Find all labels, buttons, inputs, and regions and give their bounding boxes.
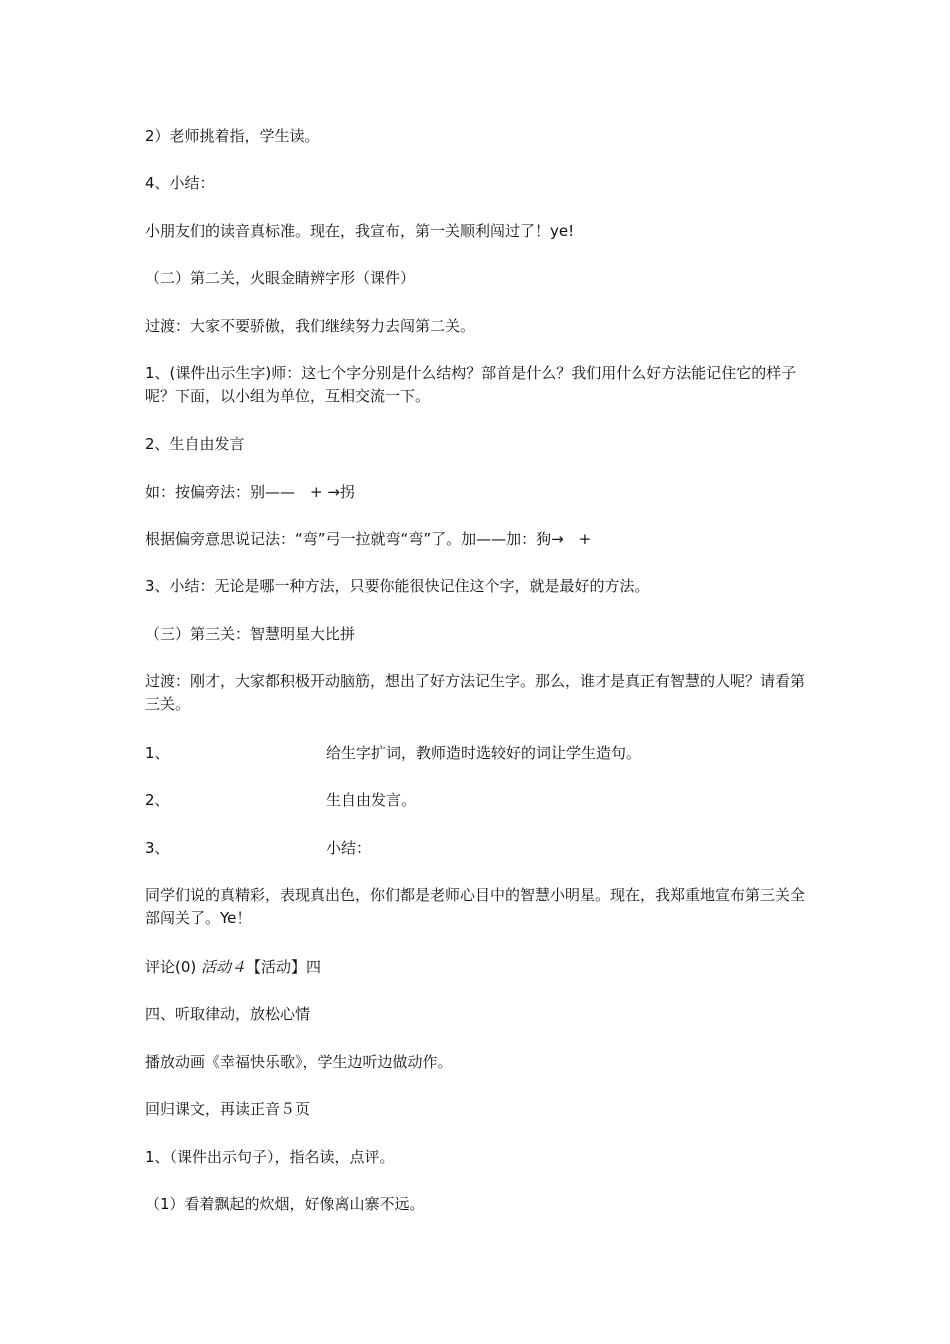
paragraph: 2、生自由发言 — [145, 435, 245, 453]
paragraph: 1、（课件出示句子），指名读，点评。 — [145, 1148, 395, 1166]
paragraph: （1）看着飘起的炊烟，好像离山寨不远。 — [145, 1195, 425, 1213]
paragraph: 4、小结： — [145, 174, 215, 192]
item-number: 1、 — [145, 744, 170, 762]
numbered-item — [145, 742, 815, 765]
paragraph: 1、(课件出示生字)师：这七个字分别是什么结构？部首是什么？我们用什么好方法能记住它的样子呢？下面，以小组为单位，互相交流一下。 — [145, 364, 797, 405]
paragraph: 过渡：大家不要骄傲，我们继续努力去闯第二关。 — [145, 317, 476, 335]
paragraph: 同学们说的真精彩，表现真出色，你们都是老师心目中的智慧小明星。现在，我郑重地宣布第三关全部闯关了。Ye！ — [145, 886, 806, 927]
numbered-item — [145, 837, 815, 860]
item-text: 小结： — [326, 839, 372, 857]
paragraph: 根据偏旁意思说记法：“弯”弓一拉就弯“弯”了。加——加：狗→ + — [145, 530, 592, 548]
section-heading: （二）第二关，火眼金睛辨字形（课件） — [145, 269, 416, 287]
paragraph: 3、小结：无论是哪一种方法，只要你能很快记住这个字，就是最好的方法。 — [145, 577, 650, 595]
activity-label: 活动４ — [201, 958, 247, 976]
paragraph: 2）老师挑着指，学生读。 — [145, 127, 320, 145]
section-heading: （三）第三关：智慧明星大比拼 — [145, 625, 356, 643]
item-number: 3、 — [145, 839, 170, 857]
item-text: 给生字扩词，教师造时选较好的词让学生造句。 — [326, 744, 642, 762]
numbered-item — [145, 789, 815, 812]
paragraph: 小朋友们的读音真标准。现在，我宣布，第一关顺利闯过了！ye! — [145, 222, 575, 240]
paragraph: 回归课文，再读正音５页 — [145, 1100, 311, 1118]
item-text: 生自由发言。 — [326, 791, 417, 809]
comment-count: 评论(0) — [145, 958, 202, 976]
section-heading: 四、听取律动，放松心情 — [145, 1005, 311, 1023]
paragraph: 播放动画《幸福快乐歌》，学生边听边做动作。 — [145, 1053, 453, 1071]
activity-title: 【活动】四 — [246, 958, 322, 976]
comment-line — [145, 956, 815, 979]
item-number: 2、 — [145, 791, 170, 809]
paragraph: 过渡：刚才，大家都积极开动脑筋，想出了好方法记生字。那么，谁才是真正有智慧的人呢？请看第三关。 — [145, 672, 806, 713]
paragraph: 如：按偏旁法：别—— + →拐 — [145, 483, 355, 501]
